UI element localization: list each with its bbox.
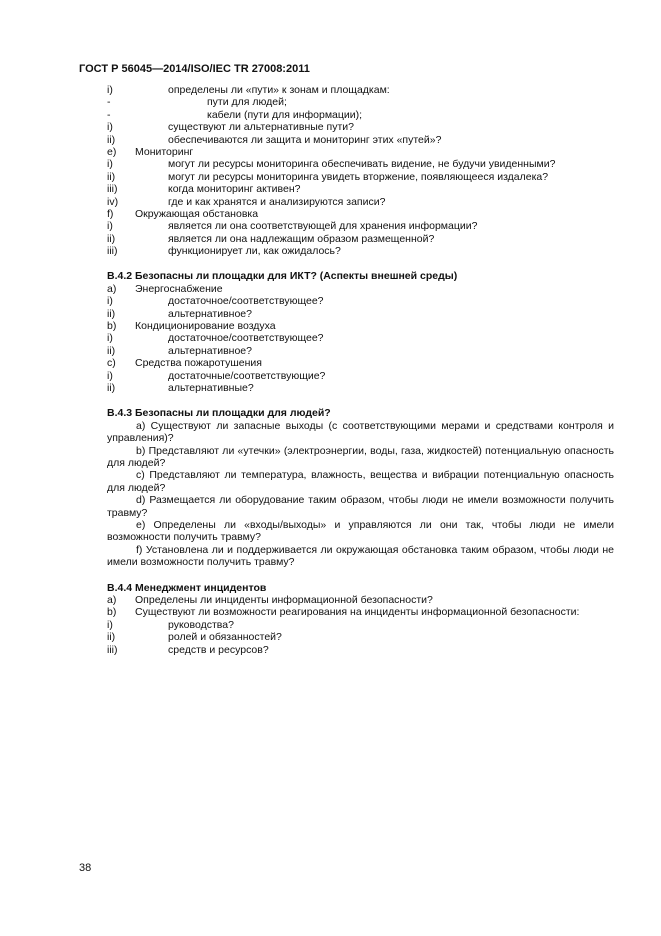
section-title-b43: B.4.3 Безопасны ли площадки для людей? bbox=[107, 407, 331, 420]
list-item bbox=[107, 121, 614, 133]
list-text: ролей и обязанностей? bbox=[168, 631, 282, 644]
document-header: ГОСТ Р 56045—2014/ISO/IEC TR 27008:2011 bbox=[79, 63, 310, 75]
paragraph: c) Представляют ли температура, влажность, вещества и вибрации потенциальную опасность для людей? bbox=[107, 469, 614, 494]
list-marker: i) bbox=[107, 220, 113, 233]
list-marker: iv) bbox=[107, 195, 119, 208]
list-marker: a) bbox=[107, 282, 117, 295]
list-item bbox=[107, 233, 614, 245]
list-marker: - bbox=[107, 96, 111, 109]
list-marker: ii) bbox=[107, 170, 116, 183]
list-text: достаточные/соответствующие? bbox=[168, 369, 326, 382]
list-item bbox=[107, 196, 614, 208]
paragraph: b) Представляют ли «утечки» (электроэнергии, воды, газа, жидкостей) потенциальную опасность для людей? bbox=[107, 444, 614, 469]
list-item bbox=[107, 84, 614, 96]
list-item bbox=[107, 96, 614, 108]
list-item bbox=[107, 631, 614, 643]
list-marker: ii) bbox=[107, 631, 116, 644]
list-marker: i) bbox=[107, 158, 113, 171]
list-marker: i) bbox=[107, 332, 113, 345]
list-item bbox=[107, 357, 614, 369]
list-marker: i) bbox=[107, 84, 113, 96]
paragraphs-b43 bbox=[107, 420, 614, 569]
list-text: является ли она надлежащим образом размещенной? bbox=[168, 232, 435, 245]
list-text: альтернативное? bbox=[168, 344, 252, 357]
list-text: Определены ли инциденты информационной безопасности? bbox=[135, 594, 433, 607]
list-block-environment bbox=[107, 84, 614, 257]
list-item bbox=[107, 245, 614, 257]
list-text: кабели (пути для информации); bbox=[207, 108, 363, 121]
list-text: достаточное/соответствующее? bbox=[168, 295, 324, 308]
list-text: когда мониторинг активен? bbox=[168, 183, 301, 196]
list-marker: i) bbox=[107, 121, 113, 134]
list-marker: i) bbox=[107, 618, 113, 631]
list-item bbox=[107, 644, 614, 656]
list-marker: iii) bbox=[107, 643, 118, 656]
list-text: руководства? bbox=[168, 618, 234, 631]
list-text: обеспечиваются ли защита и мониторинг этих «путей»? bbox=[168, 133, 442, 146]
list-marker: iii) bbox=[107, 183, 118, 196]
list-marker: i) bbox=[107, 295, 113, 308]
list-marker: ii) bbox=[107, 344, 116, 357]
list-item bbox=[107, 594, 614, 606]
list-text: где и как хранятся и анализируются записи? bbox=[168, 195, 386, 208]
list-item bbox=[107, 370, 614, 382]
list-marker: ii) bbox=[107, 133, 116, 146]
list-item bbox=[107, 295, 614, 307]
list-text: средств и ресурсов? bbox=[168, 643, 269, 656]
section-title-b44: B.4.4 Менеджмент инцидентов bbox=[107, 581, 267, 594]
list-text: альтернативное? bbox=[168, 307, 252, 320]
list-text: существуют ли альтернативные пути? bbox=[168, 121, 354, 134]
list-item bbox=[107, 134, 614, 146]
list-marker: b) bbox=[107, 606, 117, 619]
list-text: Средства пожаротушения bbox=[135, 357, 262, 370]
list-item bbox=[107, 308, 614, 320]
list-marker: ii) bbox=[107, 232, 116, 245]
list-text: Существуют ли возможности реагирования на инциденты информационной безопасности: bbox=[135, 606, 580, 619]
list-item bbox=[107, 208, 614, 220]
list-item bbox=[107, 158, 614, 170]
list-text: альтернативные? bbox=[168, 381, 254, 394]
list-text: является ли она соответствующей для хранения информации? bbox=[168, 220, 478, 233]
list-marker: - bbox=[107, 108, 111, 121]
list-marker: a) bbox=[107, 594, 117, 607]
document-body bbox=[107, 84, 614, 656]
list-item bbox=[107, 345, 614, 357]
list-marker: ii) bbox=[107, 381, 116, 394]
list-item bbox=[107, 320, 614, 332]
list-marker: b) bbox=[107, 320, 117, 333]
list-item bbox=[107, 619, 614, 631]
paragraph: f) Установлена ли и поддерживается ли окружающая обстановка таким образом, чтобы люди не имели возможности получить травму? bbox=[107, 543, 614, 569]
list-text: могут ли ресурсы мониторинга обеспечивать видение, не будучи увиденными? bbox=[168, 158, 556, 171]
list-marker: f) bbox=[107, 207, 114, 220]
list-text: Окружающая обстановка bbox=[135, 207, 259, 220]
list-text: определены ли «пути» к зонам и площадкам: bbox=[168, 84, 390, 96]
list-item bbox=[107, 171, 614, 183]
list-item bbox=[107, 382, 614, 394]
list-block-b44 bbox=[107, 594, 614, 656]
list-block-b42 bbox=[107, 283, 614, 395]
paragraph: d) Размещается ли оборудование таким образом, чтобы люди не имели возможности получить травму? bbox=[107, 494, 614, 519]
list-marker: i) bbox=[107, 369, 113, 382]
list-item bbox=[107, 183, 614, 195]
list-item bbox=[107, 606, 614, 618]
list-text: пути для людей; bbox=[207, 96, 287, 109]
section-title-b42: B.4.2 Безопасны ли площадки для ИКТ? (Аспекты внешней среды) bbox=[107, 270, 458, 283]
list-text: Кондиционирование воздуха bbox=[135, 320, 276, 333]
list-item bbox=[107, 332, 614, 344]
paragraph: e) Определены ли «входы/выходы» и управляются ли они так, чтобы люди не имели возможности получить травму? bbox=[107, 519, 614, 544]
list-marker: ii) bbox=[107, 307, 116, 320]
list-text: функционирует ли, как ожидалось? bbox=[168, 245, 341, 258]
paragraph: a) Существуют ли запасные выходы (с соответствующими мерами и средствами контроля и управления)? bbox=[107, 419, 614, 445]
list-text: могут ли ресурсы мониторинга увидеть вторжение, появляющееся издалека? bbox=[168, 170, 549, 183]
list-marker: e) bbox=[107, 145, 117, 158]
page-number: 38 bbox=[79, 862, 92, 874]
list-item bbox=[107, 220, 614, 232]
list-marker: c) bbox=[107, 357, 116, 370]
list-item bbox=[107, 109, 614, 121]
list-item bbox=[107, 146, 614, 158]
list-text: Мониторинг bbox=[135, 145, 194, 158]
list-item bbox=[107, 283, 614, 295]
list-text: достаточное/соответствующее? bbox=[168, 332, 324, 345]
list-marker: iii) bbox=[107, 245, 118, 258]
list-text: Энергоснабжение bbox=[135, 282, 223, 295]
